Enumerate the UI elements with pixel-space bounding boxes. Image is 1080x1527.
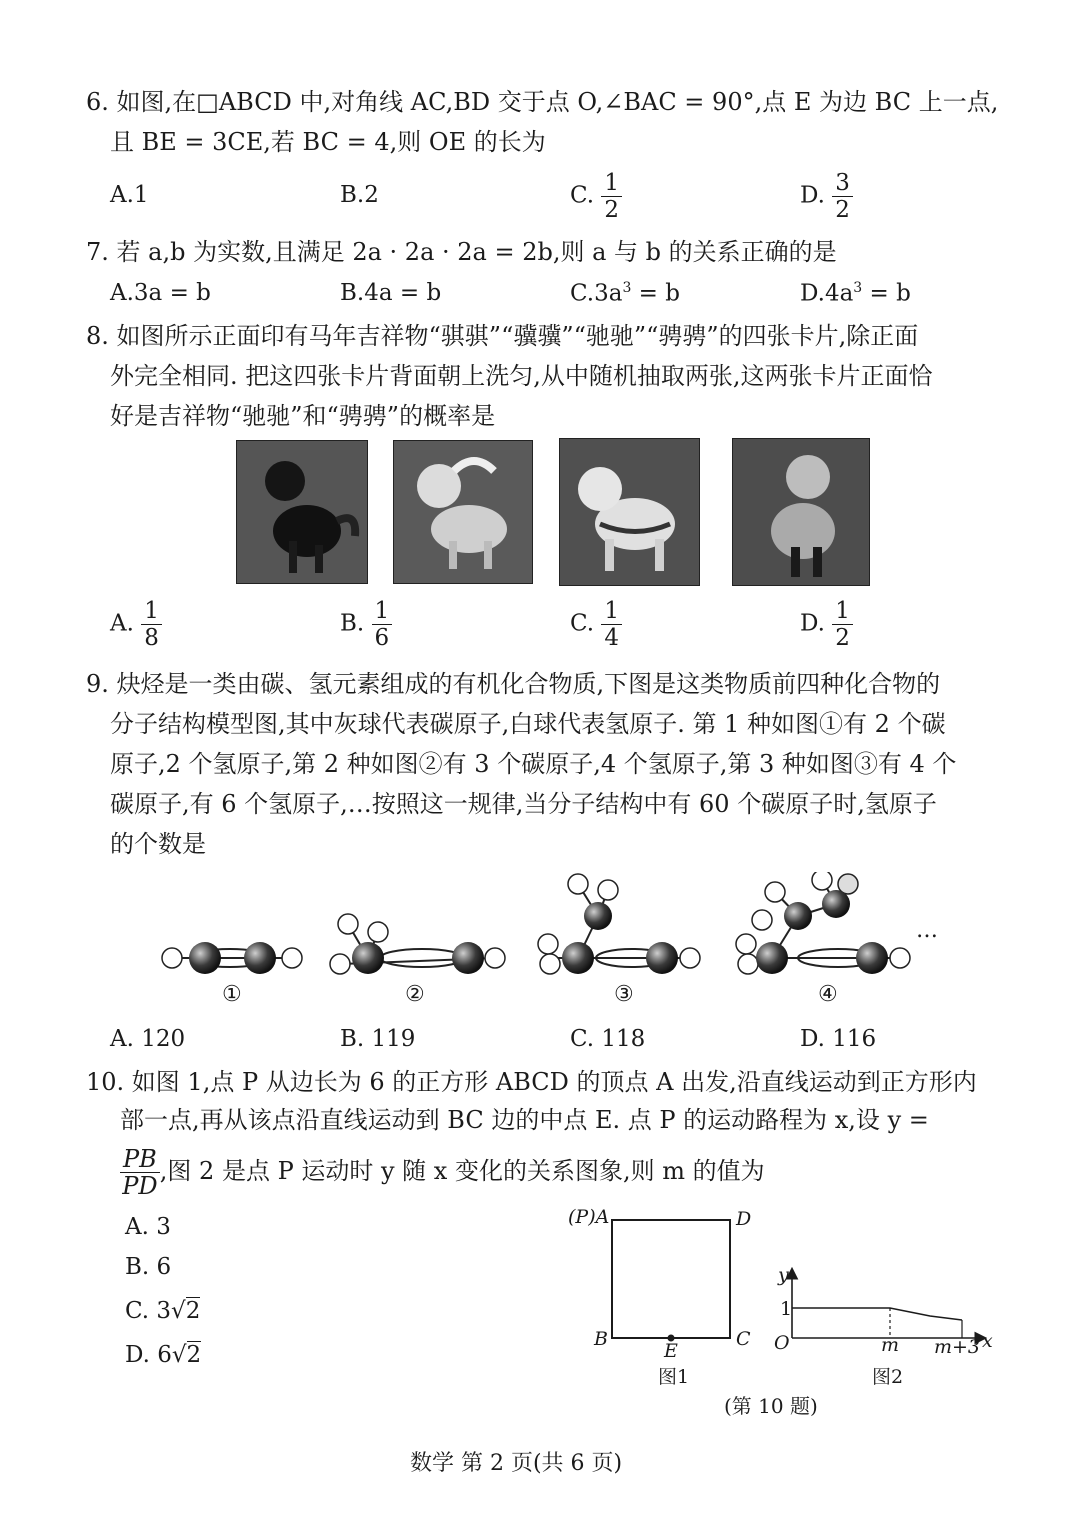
fig2-label-x: x [982,1330,993,1352]
q10-figure-caption: (第 10 题) [724,1394,818,1418]
option-label: C. [570,610,595,637]
page-footer: 数学 第 2 页(共 6 页) [410,1451,623,1476]
q9-line2: 分子结构模型图,其中灰球代表碳原子,白球代表氢原子. 第 1 种如图①有 2 个碳 [110,710,946,738]
molecule-4 [736,872,910,974]
molecule-1-label: ① [222,982,242,1007]
fig1-caption: 图1 [658,1366,690,1388]
molecule-2 [330,914,505,974]
mascot-horse-image [237,441,367,583]
fig1-label-c: C [736,1328,751,1350]
fig2-label-m: m [881,1334,900,1356]
q8-option-c [570,598,622,651]
mascot-horse-image [560,439,699,585]
option-label: D. [800,182,825,209]
q6-line1: 6. 如图,在□ABCD 中,对角线 AC,BD 交于点 O,∠BAC = 90°,点 E 为边 BC 上一点, [86,88,999,116]
q8-line2: 外完全相同. 把这四张卡片背面朝上洗匀,从中随机抽取两张,这两张卡片正面恰 [110,362,933,390]
mascot-horse-image [733,439,869,585]
q9-line5: 的个数是 [110,830,206,858]
q8-line3: 好是吉祥物“驰驰”和“骋骋”的概率是 [110,402,496,430]
fig1-label-e: E [664,1340,678,1362]
option-value: 2 [364,182,379,208]
q10-option-d: D. 6√2 [125,1342,202,1368]
q10-line1: 10. 如图 1,点 P 从边长为 6 的正方形 ABCD 的顶点 A 出发,沿直线运动到正方形内 [86,1068,977,1096]
fig2-label-o: O [774,1332,790,1354]
q10-option-b: B. 6 [125,1254,172,1280]
fraction: $\frac{1}{8}$ [141,598,162,651]
q8-option-a [110,598,162,651]
fraction: $\frac{1}{2}$ [601,170,622,223]
fig1-label-a: (P)A [568,1206,610,1228]
sqrt-sign: √ [171,1298,186,1324]
q8-line1: 8. 如图所示正面印有马年吉祥物“骐骐”“骥骥”“驰驰”“骋骋”的四张卡片,除正面 [86,322,919,350]
fig1-label-b: B [594,1328,608,1350]
q9-option-a: A. 120 [110,1026,186,1052]
option-label: B. [340,182,365,208]
q6-option-b [340,182,379,208]
q10-line2: 部一点,再从该点沿直线运动到 BC 边的中点 E. 点 P 的运动路程为 x,设 y = [120,1106,929,1134]
molecule-models-figure [150,872,950,992]
option-value: 4a = b [364,280,442,306]
option-value: 1 [133,182,149,208]
fraction: $\frac{1}{4}$ [601,598,622,651]
fraction: $\frac{1}{2}$ [832,598,853,651]
q9-line4: 碳原子,有 6 个氢原子,…按照这一规律,当分子结构中有 60 个碳原子时,氢原子 [110,790,937,818]
q10-option-a: A. 3 [125,1214,171,1240]
option-label: C. [570,280,595,307]
option-label: D. [800,610,825,637]
q9-option-d: D. 116 [800,1026,877,1052]
molecule-3-label: ③ [614,982,634,1007]
fig2-caption: 图2 [872,1366,904,1388]
q6-option-c [570,170,622,223]
q9-line1: 9. 炔烃是一类由碳、氢元素组成的有机化合物质,下图是这类物质前四种化合物的 [86,670,941,698]
q10-option-c: C. 3√2 [125,1298,201,1324]
q8-option-b [340,598,392,651]
q9-option-b: B. 119 [340,1026,416,1052]
mascot-horse-image [394,441,532,583]
q9-line3: 原子,2 个氢原子,第 2 种如图②有 3 个碳原子,4 个氢原子,第 3 种如图③有 4 个 [110,750,957,778]
fraction-pb-pd: $\frac{PB}{PD}$ [120,1146,160,1199]
mascot-card-chengcheng [732,438,870,586]
mascot-card-jiji [393,440,533,584]
q7-option-c: $C.3a^3 = b$ [570,280,680,307]
q7-option-b [340,280,441,306]
q6-option-d [800,170,853,223]
mascot-card-chichi [559,438,700,586]
option-label: B. [340,280,365,306]
q9-option-c: C. 118 [570,1026,646,1052]
fig2-label-1: 1 [780,1298,793,1320]
q8-option-d [800,598,853,651]
q7-line1: 7. 若 a,b 为实数,且满足 2a · 2a · 2a = 2b,则 a 与 b 的关系正确的是 [86,238,837,266]
molecule-4-label: ④ [818,982,838,1007]
fraction: $\frac{3}{2}$ [832,170,853,223]
q7-option-d: $D.4a^3 = b$ [800,280,911,307]
molecule-ellipsis: … [916,918,938,943]
molecule-2-label: ② [405,982,425,1007]
molecule-3 [538,874,700,974]
option-label: D. [800,280,825,307]
option-label: B. [340,610,365,637]
q6-line2: 且 BE = 3CE,若 BC = 4,则 OE 的长为 [110,128,546,156]
molecule-1 [162,942,302,974]
mascot-card-qiqi [236,440,368,584]
fraction: $\frac{1}{6}$ [372,598,393,651]
option-label: A. [110,280,134,306]
option-label: A. [110,610,134,637]
fig2-label-y: y [778,1264,789,1286]
option-value: 3a = b [133,280,211,306]
option-label: C. [570,182,595,209]
q6-option-a [110,182,149,208]
option-label: A. [110,182,134,208]
sqrt-sign: √ [171,1342,187,1368]
fig1-label-d: D [736,1208,752,1230]
q7-option-a [110,280,211,306]
fig2-label-m3: m+3 [934,1336,981,1358]
q10-line3: $\frac{PB}{PD}$ ,图 2 是点 P 运动时 y 随 x 变化的关系图象,则 m 的值为 [120,1146,765,1199]
